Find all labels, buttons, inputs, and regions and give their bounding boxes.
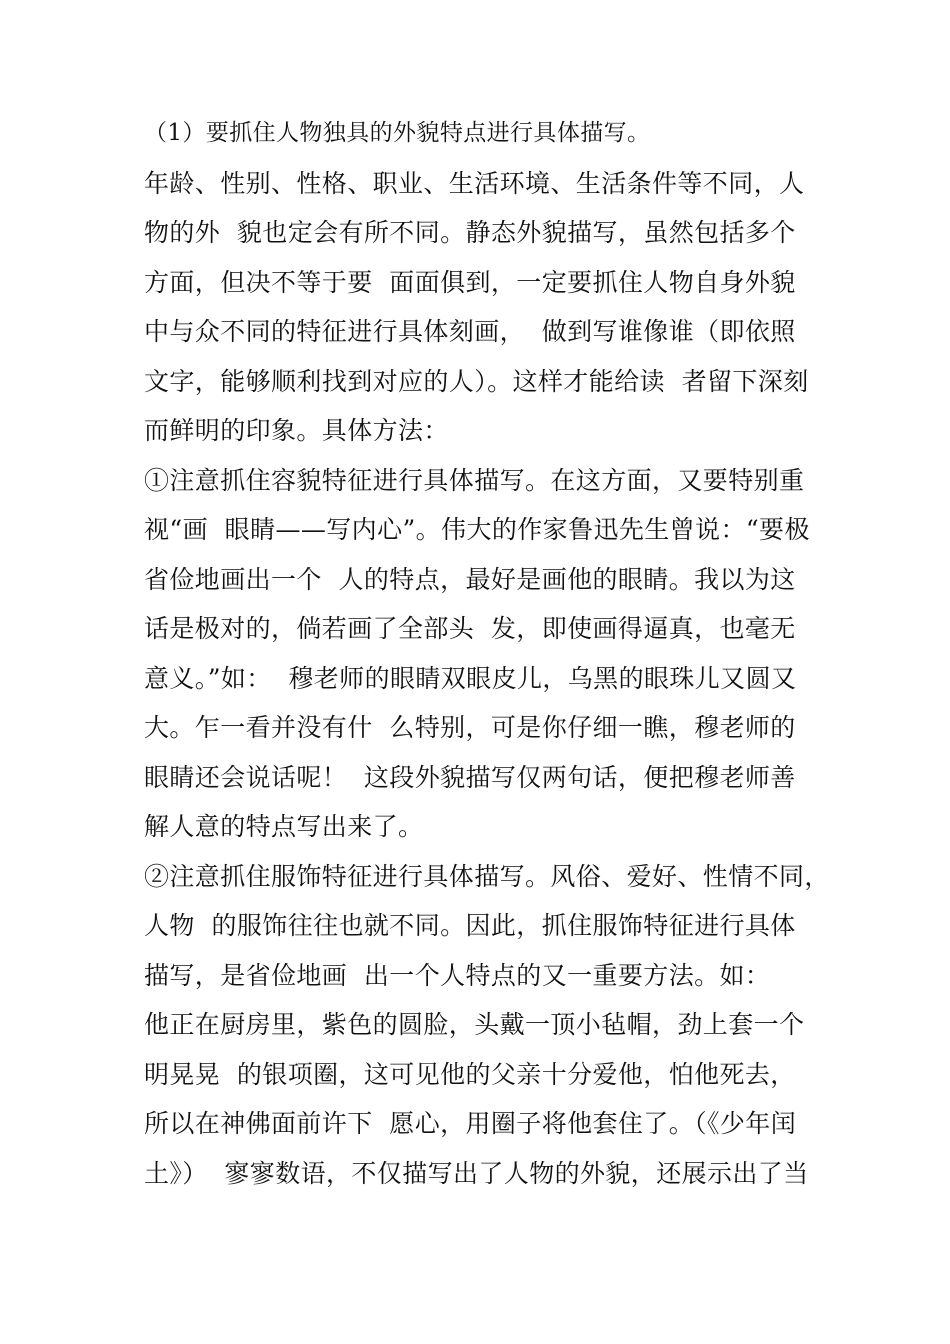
text-line: 大。乍一看并没有什 么特别，可是你仔细一瞧，穆老师的 [144,713,796,742]
text-line: 土》） 寥寥数语，不仅描写出了人物的外貌，还展示出了当 [144,1158,809,1188]
text-line: 省俭地画出一个 人的特点，最好是画他的眼睛。我以为这 [144,564,796,594]
text-line: 人物 的服饰往往也就不同。因此，抓住服饰特征进行具体 [144,911,796,940]
text-line: ①注意抓住容貌特征进行具体描写。在这方面，又要特别重 [144,465,805,495]
text-line: 意义。”如： 穆老师的眼睛双眼皮儿，乌黑的眼珠儿又圆又 [144,663,797,693]
text-line: 眼睛还会说话呢！ 这段外貌描写仅两句话，便把穆老师善 [144,762,796,792]
text-line: 中与众不同的特征进行具体刻画， 做到写谁像谁（即依照 [144,317,796,346]
text-line: ②注意抓住服饰特征进行具体描写。风俗、爱好、性情不同， [144,861,830,891]
text-line: 描写，是省俭地画 出一个人特点的又一重要方法。如： [144,960,771,990]
text-body [144,109,830,1198]
section-heading: （1）要抓住人物独具的外貌特点进行具体描写。 [144,120,651,146]
text-line: 物的外 貌也定会有所不同。静态外貌描写，虽然包括多个 [144,218,796,247]
text-line: 而鲜明的印象。具体方法： [144,416,449,445]
text-line: 话是极对的，倘若画了全部头 发，即使画得逼真，也毫无 [144,614,796,643]
text-line: 年龄、性别、性格、职业、生活环境、生活条件等不同，人 [144,168,805,198]
text-line: 文字，能够顺利找到对应的人）。这样才能给读 者留下深刻 [144,366,809,396]
text-line: 所以在神佛面前许下 愿心，用圈子将他套住了。（《少年闰 [144,1109,797,1138]
text-line: 他正在厨房里，紫色的圆脸，头戴一顶小毡帽，劲上套一个 [144,1010,805,1039]
text-line: 方面，但决不等于要 面面俱到，一定要抓住人物自身外貌 [144,267,796,297]
text-line: 解人意的特点写出来了。 [144,812,424,841]
text-line: 视“画 眼睛——写内心”。伟大的作家鲁迅先生曾说：“要极 [144,515,810,544]
text-line: 明晃晃 的银项圈，这可见他的父亲十分爱他，怕他死去， [144,1059,796,1089]
